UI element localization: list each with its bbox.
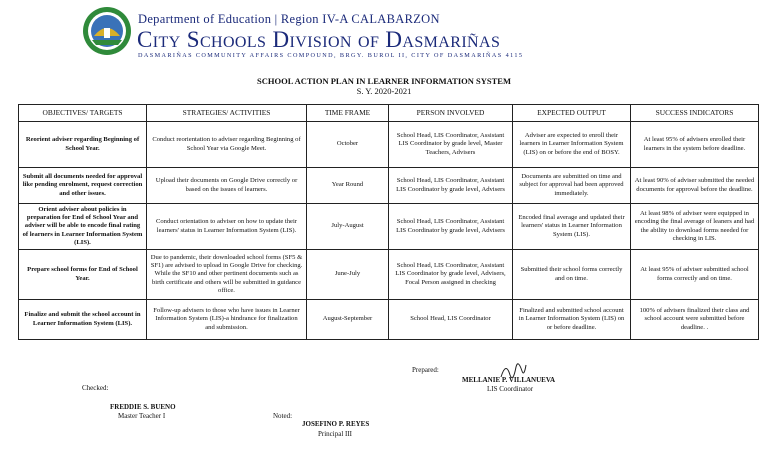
table-row bbox=[19, 250, 759, 300]
cell-person: School Head, LIS Coordinator, Assistant LIS Coordinator by grade level, Advisers bbox=[389, 168, 513, 204]
checked-title: Master Teacher I bbox=[118, 412, 166, 420]
cell-time-frame: October bbox=[307, 122, 389, 168]
department-line: Department of Education | Region IV-A CALABARZON bbox=[138, 12, 440, 26]
noted-title: Principal III bbox=[318, 430, 353, 438]
cell-strategy: Conduct reorientation to adviser regarding Beginning of School Year via Google Meet. bbox=[147, 122, 307, 168]
division-seal-icon bbox=[82, 6, 132, 56]
header-objectives: OBJECTIVES/ TARGETS bbox=[19, 105, 147, 122]
cell-objective: Submit all documents needed for approval like pending enrolment, request correction and other issues. bbox=[19, 168, 147, 204]
cell-indicator: At least 98% of adviser were equipped in encoding the final average of leaners and had the ability to download forms needed for checking in LIS. bbox=[631, 204, 759, 250]
cell-indicator: 100% of advisers finalized their class and school account were submitted before deadline. . bbox=[631, 300, 759, 340]
cell-strategy: Conduct orientation to adviser on how to update their learners' status in Learner Information System (LIS). bbox=[147, 204, 307, 250]
cell-objective: Orient adviser about policies in preparation for End of School Year and adviser will be able to encode final rating of learners in Learner Information System (LIS). bbox=[19, 204, 147, 250]
cell-output: Documents are submitted on time and subject for approval had been approved immediately. bbox=[513, 168, 631, 204]
cell-output: Encoded final average and updated their learners' status in Learner Information System (LIS). bbox=[513, 204, 631, 250]
cell-output: Finalized and submitted school account in Learner Information System (LIS) on or before deadline. bbox=[513, 300, 631, 340]
cell-objective: Finalize and submit the school account in Learner Information System (LIS). bbox=[19, 300, 147, 340]
cell-person: School Head, LIS Coordinator bbox=[389, 300, 513, 340]
prepared-name: MELLANIE P. VILLANUEVA bbox=[462, 376, 556, 384]
header-strategies: STRATEGIES/ ACTIVITIES bbox=[147, 105, 307, 122]
table-row bbox=[19, 300, 759, 340]
cell-time-frame: Year Round bbox=[307, 168, 389, 204]
cell-objective: Reorient adviser regarding Beginning of School Year. bbox=[19, 122, 147, 168]
checked-name: FREDDIE S. BUENO bbox=[110, 403, 176, 411]
prepared-label: Prepared: bbox=[412, 366, 439, 374]
cell-time-frame: August-September bbox=[307, 300, 389, 340]
table-row bbox=[19, 204, 759, 250]
cell-strategy: Upload their documents on Google Drive correctly or based on the issues of learners. bbox=[147, 168, 307, 204]
cell-output: Adviser are expected to enroll their learners in Learner Information System (LIS) on or before the end of BOSY. bbox=[513, 122, 631, 168]
header-person-involved: PERSON INVOLVED bbox=[389, 105, 513, 122]
cell-strategy: Due to pandemic, their downloaded school forms (SF5 & SF1) are advised to upload in Google Drive for checking. While the SF10 and other pertinent documents such as birth certificate and others will be submitted in guidance office. bbox=[147, 250, 307, 300]
checked-label: Checked: bbox=[82, 384, 109, 392]
division-name: City Schools Division of Dasmariñas bbox=[137, 27, 501, 52]
division-address: DASMARIÑAS COMMUNITY AFFAIRS COMPOUND, BRGY. BUROL II, CITY OF DASMARIÑAS 4115 bbox=[138, 52, 524, 59]
document-title: SCHOOL ACTION PLAN IN LEARNER INFORMATION SYSTEM bbox=[257, 76, 511, 86]
cell-indicator: At least 95% of adviser submitted school forms correctly and on time. bbox=[631, 250, 759, 300]
cell-time-frame: June-July bbox=[307, 250, 389, 300]
cell-person: School Head, LIS Coordinator, Assistant LIS Coordinator by grade level, Master Teachers, Advisers bbox=[389, 122, 513, 168]
cell-indicator: At least 90% of adviser submitted the needed documents for approval before the deadline. bbox=[631, 168, 759, 204]
noted-label: Noted: bbox=[273, 412, 293, 420]
header-time-frame: TIME FRAME bbox=[307, 105, 389, 122]
cell-time-frame: July-August bbox=[307, 204, 389, 250]
header-expected-output: EXPECTED OUTPUT bbox=[513, 105, 631, 122]
prepared-title: LIS Coordinator bbox=[487, 385, 534, 393]
cell-person: School Head, LIS Coordinator, Assistant LIS Coordinator by grade level, Advisers bbox=[389, 204, 513, 250]
table-row bbox=[19, 122, 759, 168]
letterhead bbox=[0, 0, 768, 72]
action-plan-table bbox=[18, 104, 759, 340]
cell-person: School Head, LIS Coordinator, Assistant LIS Coordinator by grade level, Advisers, Focal Person assigned in checking bbox=[389, 250, 513, 300]
table-row bbox=[19, 168, 759, 204]
cell-objective: Prepare school forms for End of School Year. bbox=[19, 250, 147, 300]
cell-strategy: Follow-up advisers to those who have issues in Learner Information System (LIS)-a hindrance for finalization and submission. bbox=[147, 300, 307, 340]
cell-indicator: At least 95% of advisers enrolled their learners in the system before deadline. bbox=[631, 122, 759, 168]
noted-name: JOSEFINO P. REYES bbox=[302, 420, 370, 428]
school-year: S. Y. 2020-2021 bbox=[356, 86, 412, 96]
header-success-indicators: SUCCESS INDICATORS bbox=[631, 105, 759, 122]
cell-output: Submitted their school forms correctly and on time. bbox=[513, 250, 631, 300]
table-header-row bbox=[19, 105, 759, 122]
